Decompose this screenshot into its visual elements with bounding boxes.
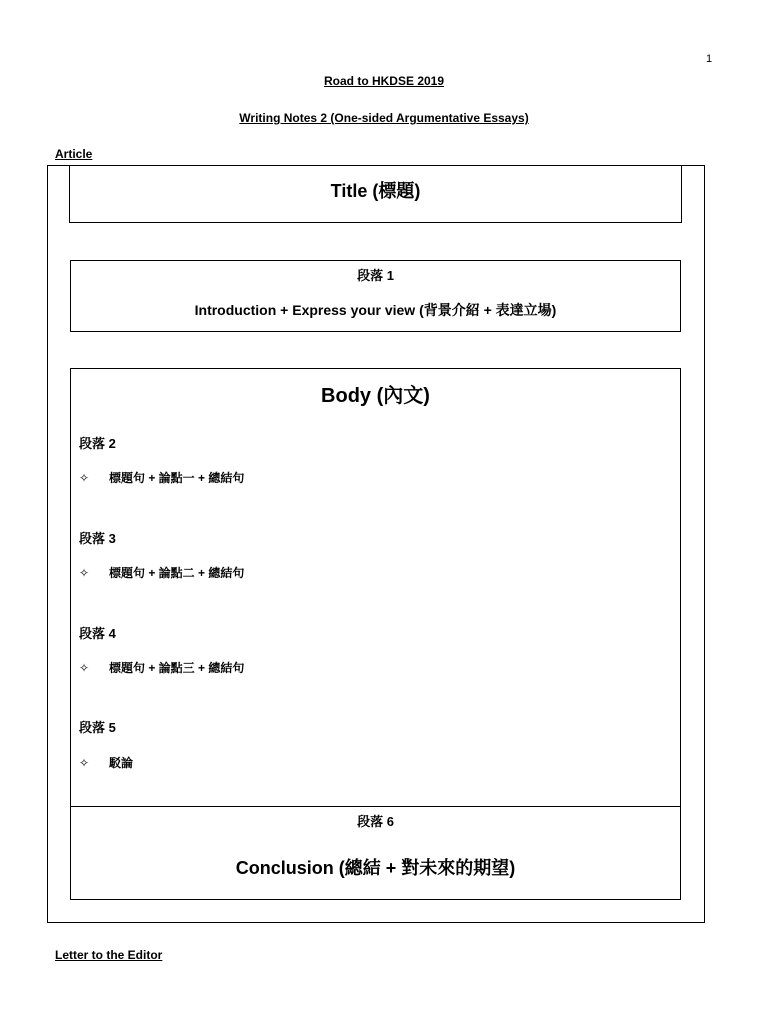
intro-paragraph-label: 段落 1 bbox=[357, 268, 394, 283]
intro-description: Introduction + Express your view (背景介紹 + 表達立場) bbox=[194, 302, 557, 318]
page-number: 1 bbox=[706, 53, 713, 65]
bullet-text: 駁論 bbox=[109, 756, 134, 770]
conclusion-box bbox=[70, 806, 681, 900]
body-bullet-item bbox=[79, 754, 133, 771]
body-paragraph-label: 段落 5 bbox=[79, 720, 116, 735]
bullet-text: 標題句 + 論點一 + 總結句 bbox=[109, 471, 245, 485]
diamond-bullet-icon: ✧ bbox=[79, 756, 90, 770]
body-bullet-item bbox=[79, 469, 244, 486]
body-box bbox=[70, 368, 681, 807]
letter-section-label: Letter to the Editor bbox=[55, 948, 163, 962]
title-box-text: Title (標題) bbox=[330, 181, 421, 201]
body-bullet-item bbox=[79, 659, 244, 676]
introduction-box bbox=[70, 260, 681, 332]
body-paragraph-label: 段落 3 bbox=[79, 531, 116, 546]
document-title: Road to HKDSE 2019 bbox=[323, 74, 445, 88]
conclusion-paragraph-label: 段落 6 bbox=[357, 814, 394, 829]
bullet-text: 標題句 + 論點三 + 總結句 bbox=[109, 661, 245, 675]
body-bullet-item bbox=[79, 564, 244, 581]
bullet-text: 標題句 + 論點二 + 總結句 bbox=[109, 566, 245, 580]
article-section-label: Article bbox=[55, 147, 93, 161]
title-box bbox=[69, 165, 682, 223]
diamond-bullet-icon: ✧ bbox=[79, 661, 90, 675]
conclusion-description: Conclusion (總結 + 對未來的期望) bbox=[235, 858, 516, 878]
body-paragraph-label: 段落 4 bbox=[79, 626, 116, 641]
diamond-bullet-icon: ✧ bbox=[79, 566, 90, 580]
body-paragraph-label: 段落 2 bbox=[79, 436, 116, 451]
diamond-bullet-icon: ✧ bbox=[79, 471, 90, 485]
document-subtitle: Writing Notes 2 (One-sided Argumentative Essays) bbox=[239, 111, 529, 125]
body-heading: Body (內文) bbox=[321, 385, 430, 407]
